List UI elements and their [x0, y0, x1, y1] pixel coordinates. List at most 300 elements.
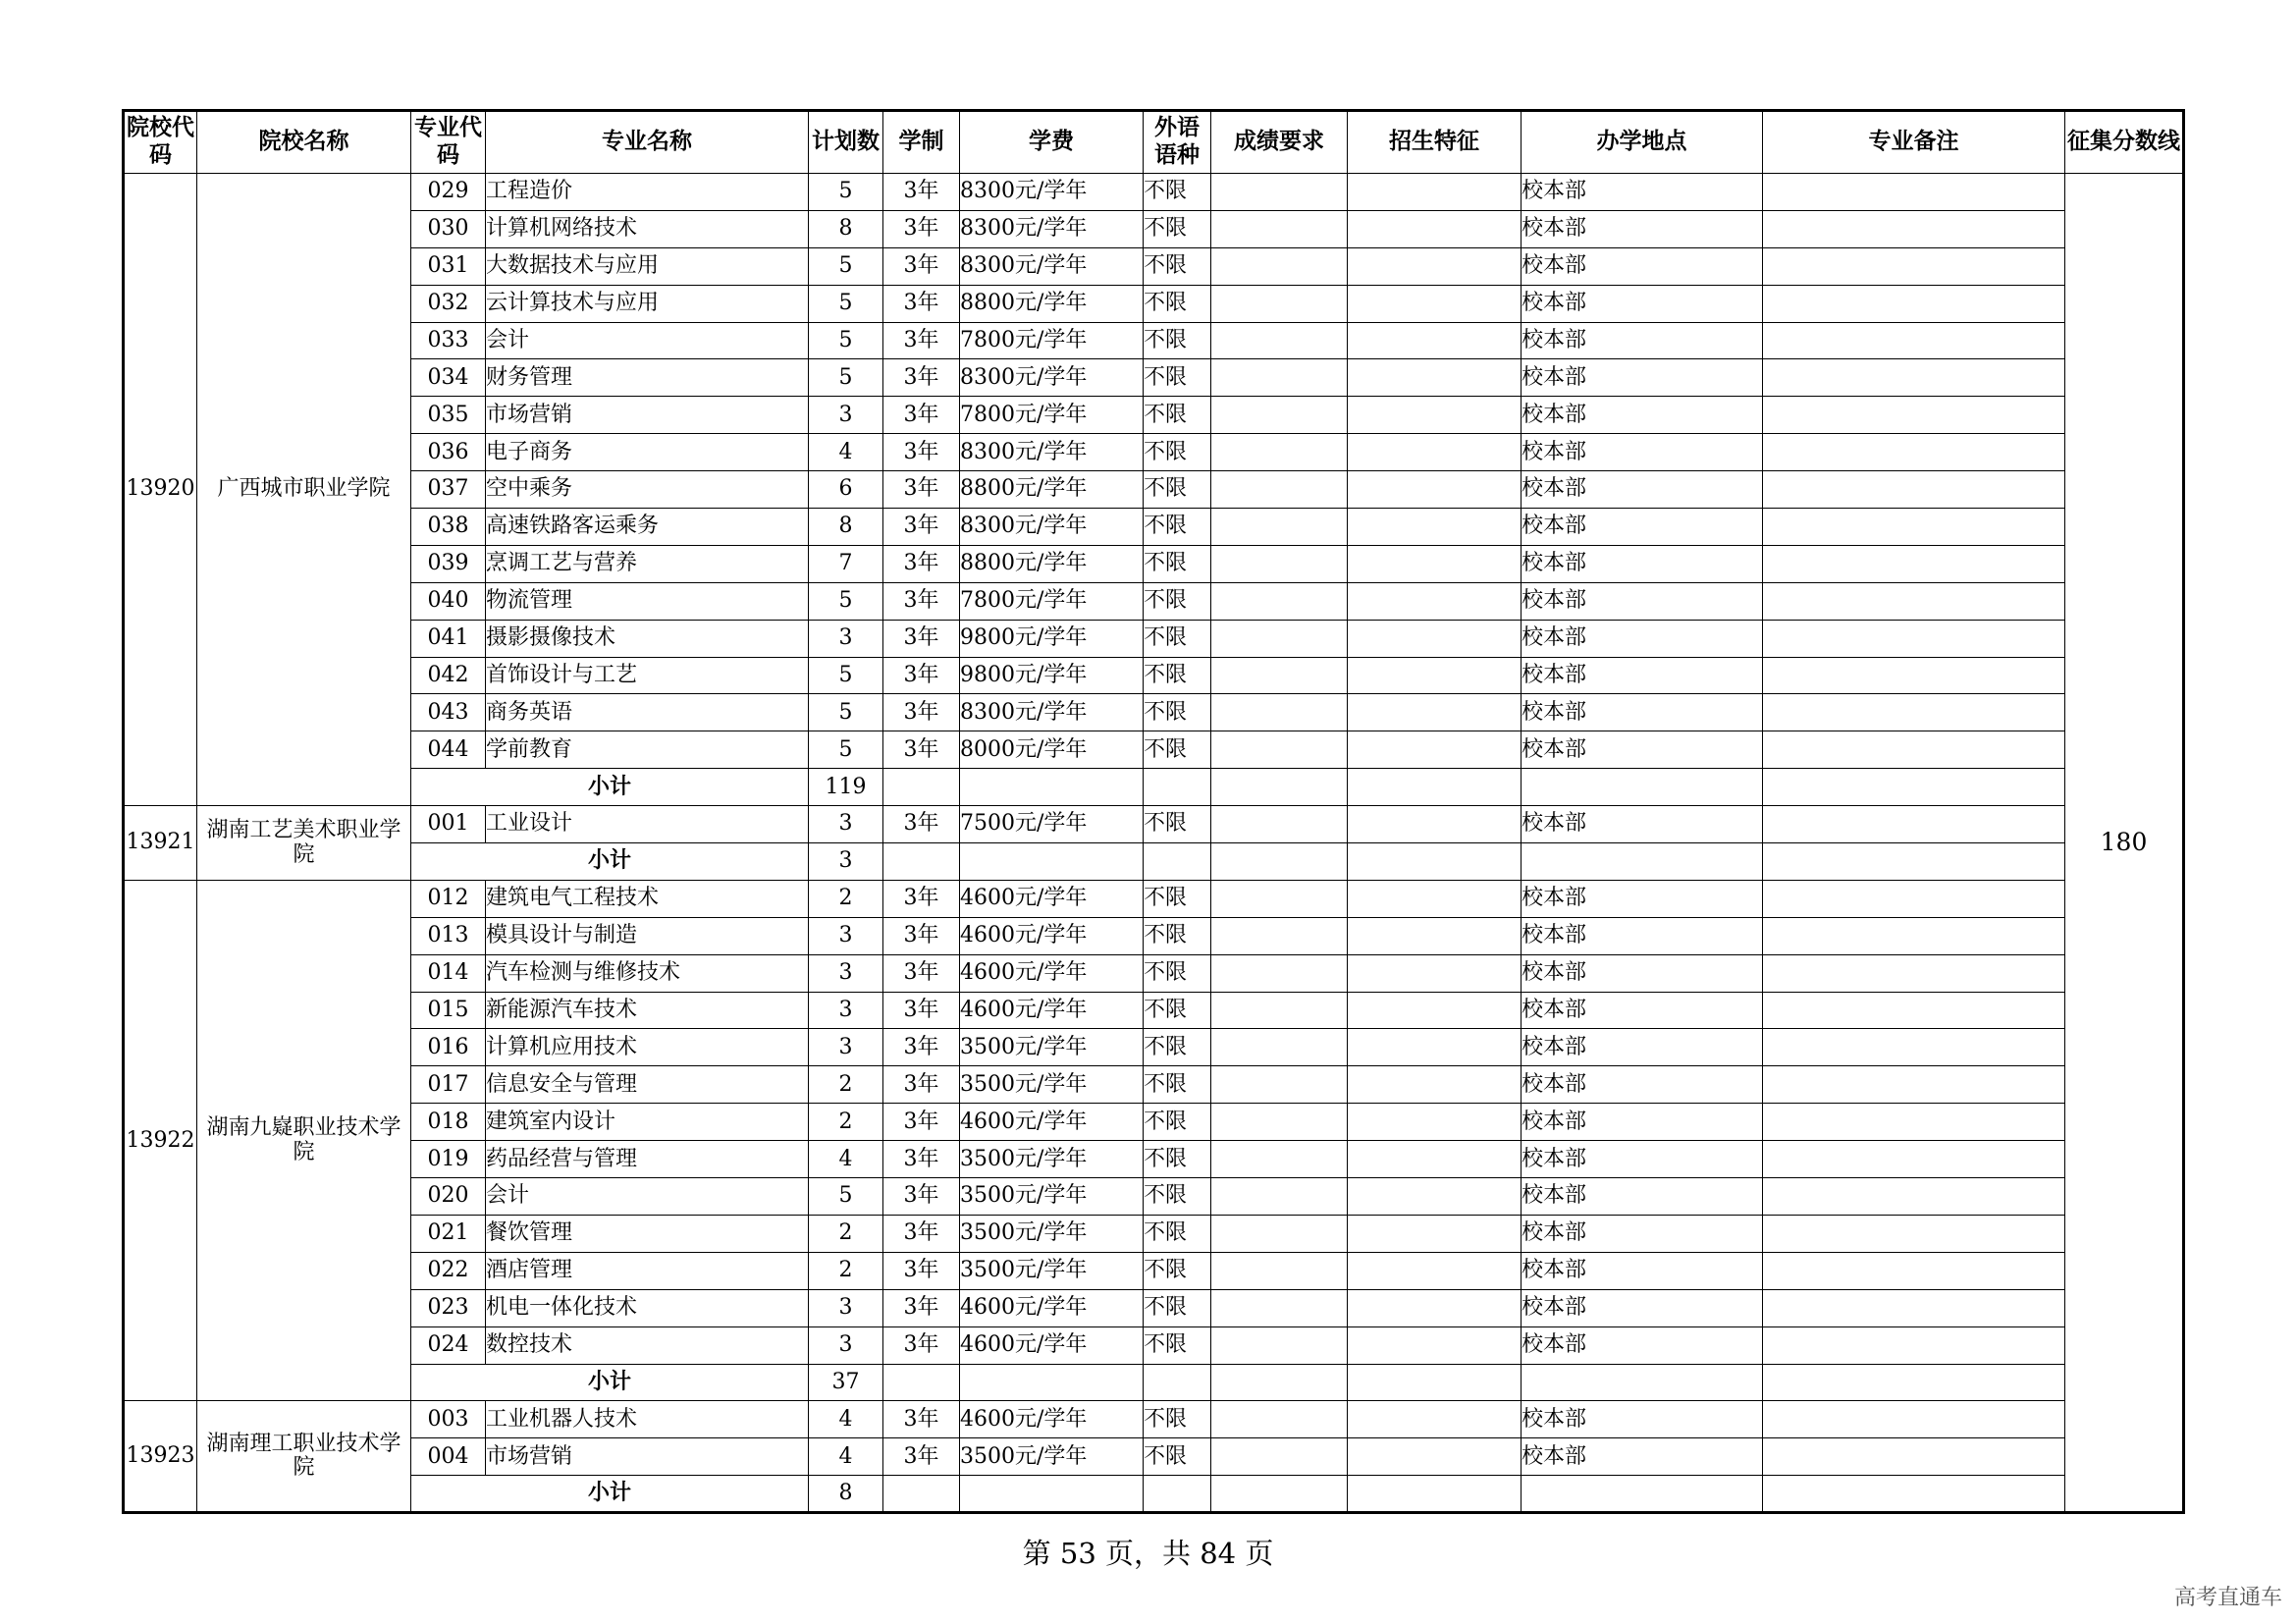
- study-years: 3年: [883, 1104, 960, 1141]
- foreign-language: 不限: [1144, 247, 1211, 285]
- enrollment-features: [1348, 471, 1522, 509]
- tuition-fee: 8300元/学年: [960, 694, 1144, 731]
- major-name: 高速铁路客运乘务: [486, 509, 809, 546]
- plan-count: 5: [809, 247, 883, 285]
- major-name: 餐饮管理: [486, 1215, 809, 1252]
- score-requirement: [1211, 1029, 1348, 1066]
- foreign-language: 不限: [1144, 1252, 1211, 1289]
- major-name: 计算机网络技术: [486, 210, 809, 247]
- empty-cell: [1522, 1476, 1763, 1513]
- major-name: 空中乘务: [486, 471, 809, 509]
- table-row: [124, 806, 2184, 843]
- tuition-fee: 3500元/学年: [960, 1252, 1144, 1289]
- empty-cell: [1522, 1364, 1763, 1401]
- table-row: [124, 694, 2184, 731]
- table-row: [124, 397, 2184, 434]
- major-notes: [1763, 806, 2065, 843]
- school-code: 13922: [124, 880, 197, 1400]
- major-notes: [1763, 1289, 2065, 1326]
- tuition-fee: 3500元/学年: [960, 1141, 1144, 1178]
- major-code: 030: [411, 210, 486, 247]
- study-years: 3年: [883, 545, 960, 582]
- score-requirement: [1211, 285, 1348, 322]
- study-years: 3年: [883, 1141, 960, 1178]
- plan-count: 3: [809, 954, 883, 992]
- campus-location: 校本部: [1522, 545, 1763, 582]
- campus-location: 校本部: [1522, 1178, 1763, 1216]
- plan-count: 6: [809, 471, 883, 509]
- subtotal-label: 小计: [411, 1364, 809, 1401]
- study-years: 3年: [883, 322, 960, 359]
- major-notes: [1763, 247, 2065, 285]
- major-code: 004: [411, 1438, 486, 1476]
- table-row: [124, 1215, 2184, 1252]
- campus-location: 校本部: [1522, 582, 1763, 620]
- foreign-language: 不限: [1144, 1289, 1211, 1326]
- table-row: [124, 582, 2184, 620]
- major-name: 财务管理: [486, 359, 809, 397]
- plan-count: 2: [809, 880, 883, 917]
- major-notes: [1763, 1252, 2065, 1289]
- major-notes: [1763, 1438, 2065, 1476]
- tuition-fee: 3500元/学年: [960, 1178, 1144, 1216]
- tuition-fee: 7500元/学年: [960, 806, 1144, 843]
- foreign-language: 不限: [1144, 434, 1211, 471]
- tuition-fee: 8300元/学年: [960, 247, 1144, 285]
- major-notes: [1763, 694, 2065, 731]
- foreign-language: 不限: [1144, 285, 1211, 322]
- subtotal-label: 小计: [411, 769, 809, 806]
- foreign-language: 不限: [1144, 1215, 1211, 1252]
- empty-cell: [1522, 769, 1763, 806]
- school-code: 13923: [124, 1401, 197, 1513]
- table-row: [124, 1401, 2184, 1438]
- score-requirement: [1211, 322, 1348, 359]
- foreign-language: 不限: [1144, 954, 1211, 992]
- plan-count: 2: [809, 1215, 883, 1252]
- enrollment-features: [1348, 397, 1522, 434]
- enrollment-features: [1348, 285, 1522, 322]
- enrollment-features: [1348, 1252, 1522, 1289]
- major-name: 工业设计: [486, 806, 809, 843]
- enrollment-features: [1348, 1104, 1522, 1141]
- major-code: 003: [411, 1401, 486, 1438]
- empty-cell: [1211, 843, 1348, 881]
- plan-count: 5: [809, 582, 883, 620]
- major-notes: [1763, 1029, 2065, 1066]
- campus-location: 校本部: [1522, 657, 1763, 694]
- score-requirement: [1211, 806, 1348, 843]
- tuition-fee: 7800元/学年: [960, 582, 1144, 620]
- enrollment-features: [1348, 917, 1522, 954]
- header-fee: 学费: [960, 111, 1144, 174]
- major-name: 数控技术: [486, 1326, 809, 1364]
- table-row: [124, 1178, 2184, 1216]
- score-requirement: [1211, 917, 1348, 954]
- plan-count: 3: [809, 620, 883, 657]
- major-code: 029: [411, 174, 486, 211]
- foreign-language: 不限: [1144, 1029, 1211, 1066]
- tuition-fee: 9800元/学年: [960, 620, 1144, 657]
- major-code: 019: [411, 1141, 486, 1178]
- table-row: [124, 1252, 2184, 1289]
- enrollment-features: [1348, 992, 1522, 1029]
- header-language: 外语语种: [1144, 111, 1211, 174]
- score-requirement: [1211, 657, 1348, 694]
- table-row: [124, 1029, 2184, 1066]
- major-name: 工程造价: [486, 174, 809, 211]
- score-requirement: [1211, 509, 1348, 546]
- score-requirement: [1211, 434, 1348, 471]
- major-name: 汽车检测与维修技术: [486, 954, 809, 992]
- foreign-language: 不限: [1144, 917, 1211, 954]
- empty-cell: [1211, 1476, 1348, 1513]
- header-location: 办学地点: [1522, 111, 1763, 174]
- score-requirement: [1211, 397, 1348, 434]
- major-code: 016: [411, 1029, 486, 1066]
- empty-cell: [1348, 1364, 1522, 1401]
- enrollment-features: [1348, 1178, 1522, 1216]
- header-cutoff: 征集分数线: [2065, 111, 2184, 174]
- plan-count: 4: [809, 1141, 883, 1178]
- campus-location: 校本部: [1522, 1401, 1763, 1438]
- major-notes: [1763, 880, 2065, 917]
- empty-cell: [1144, 843, 1211, 881]
- score-requirement: [1211, 582, 1348, 620]
- empty-cell: [883, 1364, 960, 1401]
- empty-cell: [1763, 1364, 2065, 1401]
- tuition-fee: 4600元/学年: [960, 1289, 1144, 1326]
- plan-count: 2: [809, 1252, 883, 1289]
- score-requirement: [1211, 694, 1348, 731]
- campus-location: 校本部: [1522, 1104, 1763, 1141]
- header-notes: 专业备注: [1763, 111, 2065, 174]
- tuition-fee: 4600元/学年: [960, 917, 1144, 954]
- major-code: 024: [411, 1326, 486, 1364]
- major-notes: [1763, 917, 2065, 954]
- foreign-language: 不限: [1144, 1326, 1211, 1364]
- school-code: 13921: [124, 806, 197, 881]
- major-name: 学前教育: [486, 731, 809, 769]
- enrollment-features: [1348, 694, 1522, 731]
- tuition-fee: 4600元/学年: [960, 1104, 1144, 1141]
- plan-count: 2: [809, 1066, 883, 1104]
- plan-count: 5: [809, 359, 883, 397]
- enrollment-features: [1348, 174, 1522, 211]
- subtotal-count: 37: [809, 1364, 883, 1401]
- enrollment-features: [1348, 1326, 1522, 1364]
- plan-count: 3: [809, 992, 883, 1029]
- subtotal-count: 3: [809, 843, 883, 881]
- major-notes: [1763, 1141, 2065, 1178]
- table-row: [124, 1438, 2184, 1476]
- header-major-name: 专业名称: [486, 111, 809, 174]
- header-row: [124, 111, 2184, 174]
- table-row: [124, 247, 2184, 285]
- campus-location: 校本部: [1522, 174, 1763, 211]
- major-code: 001: [411, 806, 486, 843]
- major-name: 市场营销: [486, 1438, 809, 1476]
- header-school-code: 院校代码: [124, 111, 197, 174]
- score-requirement: [1211, 1326, 1348, 1364]
- plan-count: 4: [809, 1401, 883, 1438]
- table-row: [124, 285, 2184, 322]
- score-requirement: [1211, 954, 1348, 992]
- campus-location: 校本部: [1522, 620, 1763, 657]
- major-notes: [1763, 582, 2065, 620]
- study-years: 3年: [883, 397, 960, 434]
- tuition-fee: 8300元/学年: [960, 509, 1144, 546]
- major-notes: [1763, 210, 2065, 247]
- study-years: 3年: [883, 954, 960, 992]
- score-requirement: [1211, 545, 1348, 582]
- major-code: 042: [411, 657, 486, 694]
- major-name: 大数据技术与应用: [486, 247, 809, 285]
- major-name: 酒店管理: [486, 1252, 809, 1289]
- campus-location: 校本部: [1522, 210, 1763, 247]
- empty-cell: [960, 1476, 1144, 1513]
- empty-cell: [960, 1364, 1144, 1401]
- major-name: 市场营销: [486, 397, 809, 434]
- enrollment-features: [1348, 545, 1522, 582]
- foreign-language: 不限: [1144, 1438, 1211, 1476]
- foreign-language: 不限: [1144, 694, 1211, 731]
- major-code: 043: [411, 694, 486, 731]
- major-name: 烹调工艺与营养: [486, 545, 809, 582]
- score-requirement: [1211, 1438, 1348, 1476]
- enrollment-table-sheet: [122, 109, 2182, 1514]
- campus-location: 校本部: [1522, 880, 1763, 917]
- table-row: [124, 917, 2184, 954]
- major-notes: [1763, 434, 2065, 471]
- major-name: 药品经营与管理: [486, 1141, 809, 1178]
- enrollment-features: [1348, 359, 1522, 397]
- table-row: [124, 1289, 2184, 1326]
- major-code: 044: [411, 731, 486, 769]
- foreign-language: 不限: [1144, 1141, 1211, 1178]
- enrollment-features: [1348, 1029, 1522, 1066]
- school-code: 13920: [124, 174, 197, 806]
- major-name: 机电一体化技术: [486, 1289, 809, 1326]
- foreign-language: 不限: [1144, 1104, 1211, 1141]
- enrollment-features: [1348, 657, 1522, 694]
- subtotal-row: [124, 769, 2184, 806]
- major-code: 034: [411, 359, 486, 397]
- campus-location: 校本部: [1522, 359, 1763, 397]
- header-major-code: 专业代码: [411, 111, 486, 174]
- score-requirement: [1211, 1289, 1348, 1326]
- study-years: 3年: [883, 285, 960, 322]
- major-code: 014: [411, 954, 486, 992]
- major-name: 工业机器人技术: [486, 1401, 809, 1438]
- major-notes: [1763, 731, 2065, 769]
- cutoff-score: 180: [2065, 174, 2184, 1513]
- enrollment-table: [122, 109, 2185, 1514]
- enrollment-features: [1348, 880, 1522, 917]
- study-years: 3年: [883, 359, 960, 397]
- subtotal-row: [124, 1476, 2184, 1513]
- foreign-language: 不限: [1144, 806, 1211, 843]
- plan-count: 3: [809, 1029, 883, 1066]
- foreign-language: 不限: [1144, 1066, 1211, 1104]
- study-years: 3年: [883, 582, 960, 620]
- campus-location: 校本部: [1522, 285, 1763, 322]
- campus-location: 校本部: [1522, 1438, 1763, 1476]
- campus-location: 校本部: [1522, 434, 1763, 471]
- major-notes: [1763, 471, 2065, 509]
- enrollment-features: [1348, 1066, 1522, 1104]
- subtotal-count: 8: [809, 1476, 883, 1513]
- tuition-fee: 8300元/学年: [960, 210, 1144, 247]
- empty-cell: [1144, 1364, 1211, 1401]
- table-row: [124, 545, 2184, 582]
- score-requirement: [1211, 880, 1348, 917]
- foreign-language: 不限: [1144, 210, 1211, 247]
- major-code: 013: [411, 917, 486, 954]
- empty-cell: [1348, 1476, 1522, 1513]
- study-years: 3年: [883, 210, 960, 247]
- header-years: 学制: [883, 111, 960, 174]
- major-notes: [1763, 397, 2065, 434]
- school-name: 湖南理工职业技术学院: [197, 1401, 411, 1513]
- campus-location: 校本部: [1522, 247, 1763, 285]
- table-row: [124, 471, 2184, 509]
- table-row: [124, 880, 2184, 917]
- header-plan: 计划数: [809, 111, 883, 174]
- campus-location: 校本部: [1522, 397, 1763, 434]
- score-requirement: [1211, 174, 1348, 211]
- major-code: 023: [411, 1289, 486, 1326]
- empty-cell: [1522, 843, 1763, 881]
- enrollment-features: [1348, 247, 1522, 285]
- table-row: [124, 434, 2184, 471]
- major-notes: [1763, 1066, 2065, 1104]
- foreign-language: 不限: [1144, 582, 1211, 620]
- tuition-fee: 8300元/学年: [960, 434, 1144, 471]
- table-row: [124, 509, 2184, 546]
- major-name: 商务英语: [486, 694, 809, 731]
- score-requirement: [1211, 1104, 1348, 1141]
- foreign-language: 不限: [1144, 657, 1211, 694]
- tuition-fee: 4600元/学年: [960, 992, 1144, 1029]
- table-row: [124, 731, 2184, 769]
- empty-cell: [1211, 1364, 1348, 1401]
- table-body: [124, 174, 2184, 1513]
- campus-location: 校本部: [1522, 509, 1763, 546]
- enrollment-features: [1348, 509, 1522, 546]
- study-years: 3年: [883, 1289, 960, 1326]
- campus-location: 校本部: [1522, 1029, 1763, 1066]
- tuition-fee: 8300元/学年: [960, 174, 1144, 211]
- score-requirement: [1211, 1178, 1348, 1216]
- score-requirement: [1211, 1252, 1348, 1289]
- foreign-language: 不限: [1144, 359, 1211, 397]
- tuition-fee: 4600元/学年: [960, 1326, 1144, 1364]
- major-code: 035: [411, 397, 486, 434]
- table-row: [124, 1326, 2184, 1364]
- enrollment-features: [1348, 1438, 1522, 1476]
- study-years: 3年: [883, 620, 960, 657]
- score-requirement: [1211, 1401, 1348, 1438]
- foreign-language: 不限: [1144, 1178, 1211, 1216]
- study-years: 3年: [883, 1252, 960, 1289]
- empty-cell: [960, 769, 1144, 806]
- subtotal-count: 119: [809, 769, 883, 806]
- watermark: 高考直通车: [2173, 1586, 2282, 1610]
- table-row: [124, 1066, 2184, 1104]
- major-notes: [1763, 545, 2065, 582]
- major-notes: [1763, 322, 2065, 359]
- major-notes: [1763, 954, 2065, 992]
- major-notes: [1763, 285, 2065, 322]
- study-years: 3年: [883, 731, 960, 769]
- major-code: 021: [411, 1215, 486, 1252]
- score-requirement: [1211, 1141, 1348, 1178]
- enrollment-features: [1348, 1401, 1522, 1438]
- enrollment-features: [1348, 1141, 1522, 1178]
- study-years: 3年: [883, 434, 960, 471]
- table-row: [124, 657, 2184, 694]
- empty-cell: [960, 843, 1144, 881]
- header-features: 招生特征: [1348, 111, 1522, 174]
- table-row: [124, 1141, 2184, 1178]
- plan-count: 8: [809, 210, 883, 247]
- campus-location: 校本部: [1522, 806, 1763, 843]
- foreign-language: 不限: [1144, 397, 1211, 434]
- foreign-language: 不限: [1144, 322, 1211, 359]
- major-code: 039: [411, 545, 486, 582]
- tuition-fee: 3500元/学年: [960, 1066, 1144, 1104]
- major-notes: [1763, 1104, 2065, 1141]
- enrollment-features: [1348, 620, 1522, 657]
- subtotal-label: 小计: [411, 843, 809, 881]
- major-name: 会计: [486, 1178, 809, 1216]
- major-notes: [1763, 1326, 2065, 1364]
- plan-count: 5: [809, 285, 883, 322]
- campus-location: 校本部: [1522, 322, 1763, 359]
- empty-cell: [1763, 1476, 2065, 1513]
- header-school-name: 院校名称: [197, 111, 411, 174]
- major-notes: [1763, 1178, 2065, 1216]
- tuition-fee: 3500元/学年: [960, 1029, 1144, 1066]
- subtotal-row: [124, 1364, 2184, 1401]
- tuition-fee: 8000元/学年: [960, 731, 1144, 769]
- enrollment-features: [1348, 322, 1522, 359]
- foreign-language: 不限: [1144, 880, 1211, 917]
- tuition-fee: 8800元/学年: [960, 285, 1144, 322]
- major-notes: [1763, 509, 2065, 546]
- score-requirement: [1211, 1066, 1348, 1104]
- foreign-language: 不限: [1144, 992, 1211, 1029]
- plan-count: 5: [809, 657, 883, 694]
- major-name: 模具设计与制造: [486, 917, 809, 954]
- enrollment-features: [1348, 731, 1522, 769]
- tuition-fee: 8800元/学年: [960, 471, 1144, 509]
- empty-cell: [1348, 769, 1522, 806]
- major-name: 新能源汽车技术: [486, 992, 809, 1029]
- plan-count: 3: [809, 806, 883, 843]
- major-code: 033: [411, 322, 486, 359]
- score-requirement: [1211, 992, 1348, 1029]
- major-name: 建筑室内设计: [486, 1104, 809, 1141]
- table-row: [124, 992, 2184, 1029]
- table-row: [124, 1104, 2184, 1141]
- empty-cell: [1211, 769, 1348, 806]
- enrollment-features: [1348, 1289, 1522, 1326]
- plan-count: 5: [809, 174, 883, 211]
- school-name: 湖南工艺美术职业学院: [197, 806, 411, 881]
- major-notes: [1763, 1215, 2065, 1252]
